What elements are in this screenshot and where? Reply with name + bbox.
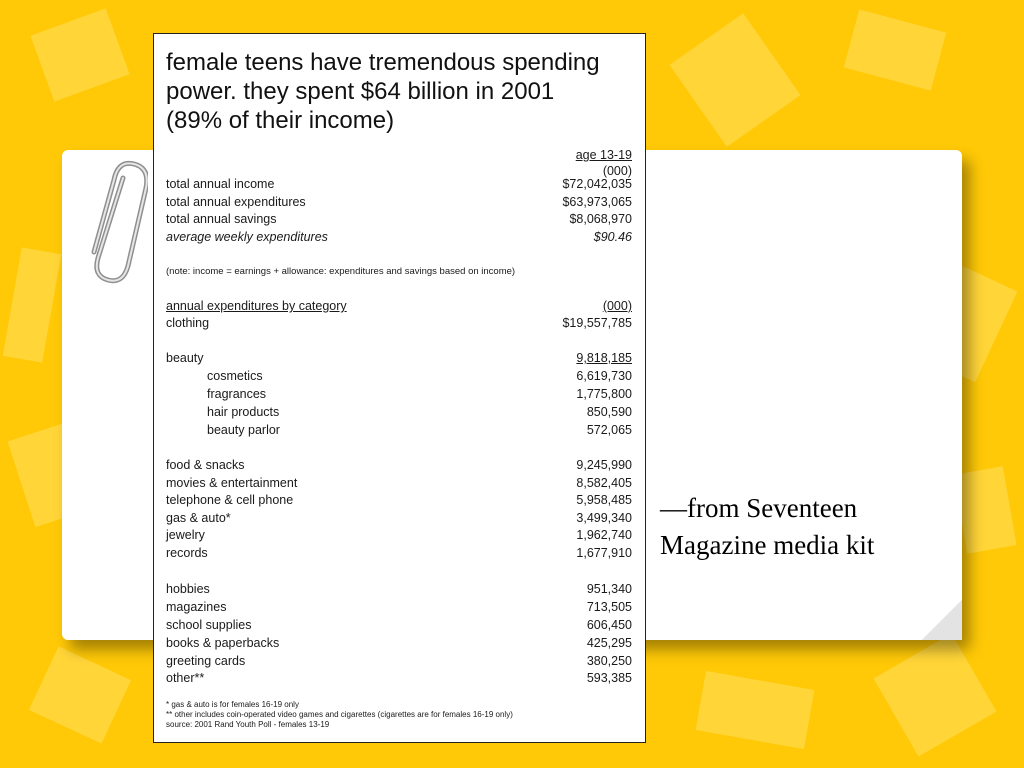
row-label: greeting cards <box>166 654 246 668</box>
source-caption <box>660 490 960 564</box>
footnotes <box>166 700 636 730</box>
row-value: 606,450 <box>586 618 632 632</box>
category-subrow <box>166 421 632 439</box>
row-label: magazines <box>166 600 227 614</box>
headline-line: power. they spent $64 billion in 2001 <box>166 78 555 105</box>
row-value: 572,065 <box>586 423 632 437</box>
row-label: school supplies <box>166 618 252 632</box>
bg-shape <box>844 9 946 90</box>
row-label: total annual savings <box>166 212 277 226</box>
row-value: 951,340 <box>586 582 632 596</box>
bg-shape <box>3 247 61 362</box>
row-value: 850,590 <box>586 405 632 419</box>
summary-row <box>166 210 632 228</box>
row-label: records <box>166 546 208 560</box>
footnote: * gas & auto is for females 16-19 only <box>166 700 299 709</box>
row-label: other** <box>166 671 205 685</box>
category-header-label: annual expenditures by category <box>166 299 347 313</box>
bg-shape <box>953 466 1016 553</box>
row-label: cosmetics <box>207 369 263 383</box>
source-note: source: 2001 Rand Youth Poll - females 13-19 <box>166 720 330 729</box>
headline-line: female teens have tremendous spending <box>166 49 600 76</box>
category-row <box>166 634 632 652</box>
category-row <box>166 526 632 544</box>
summary-row <box>166 175 632 193</box>
row-label: beauty <box>166 351 204 365</box>
category-row <box>166 580 632 598</box>
income-note: (note: income = earnings + allowance: expenditures and savings based on income) <box>166 266 516 277</box>
category-row <box>166 456 632 474</box>
category-row <box>166 616 632 634</box>
row-label: average weekly expenditures <box>166 230 328 244</box>
headline-line: (89% of their income) <box>166 107 395 134</box>
row-label: jewelry <box>166 528 205 542</box>
category-row <box>166 598 632 616</box>
row-value: 9,818,185 <box>576 351 632 365</box>
row-value: 425,295 <box>586 636 632 650</box>
category-row <box>166 669 632 687</box>
headline <box>166 48 636 135</box>
row-value: 380,250 <box>586 654 632 668</box>
row-value: $63,973,065 <box>562 195 632 209</box>
paperclip-icon <box>78 148 148 288</box>
caption-line: Magazine media kit <box>660 530 875 560</box>
row-label: fragrances <box>207 387 267 401</box>
row-value: 9,245,990 <box>576 458 632 472</box>
row-label: total annual expenditures <box>166 195 306 209</box>
category-subrow <box>166 403 632 421</box>
row-label: books & paperbacks <box>166 636 280 650</box>
row-value: 5,958,485 <box>576 493 632 507</box>
bg-shape <box>669 13 800 147</box>
row-value: 3,499,340 <box>576 511 632 525</box>
row-value: 713,505 <box>586 600 632 614</box>
footnote: ** other includes coin-operated video games and cigarettes (cigarettes are for females 16-19 only) <box>166 710 513 719</box>
row-label: movies & entertainment <box>166 476 298 490</box>
category-row <box>166 349 632 367</box>
bg-shape <box>696 671 815 749</box>
data-sheet <box>153 33 646 743</box>
row-label: gas & auto* <box>166 511 231 525</box>
category-row <box>166 474 632 492</box>
bg-shape <box>29 646 131 743</box>
row-value: 593,385 <box>586 671 632 685</box>
bg-shape <box>874 634 997 757</box>
category-header <box>166 297 632 315</box>
row-value: $72,042,035 <box>562 177 632 191</box>
age-range-label: age 13-19 <box>575 148 632 162</box>
row-value: $90.46 <box>593 230 632 244</box>
category-row <box>166 652 632 670</box>
category-unit-label: (000) <box>602 299 632 313</box>
row-value: 1,677,910 <box>576 546 632 560</box>
row-label: clothing <box>166 316 210 330</box>
row-label: hair products <box>207 405 280 419</box>
summary-row <box>166 193 632 211</box>
row-label: food & snacks <box>166 458 245 472</box>
row-label: beauty parlor <box>207 423 280 437</box>
row-value: 1,962,740 <box>576 528 632 542</box>
row-label: total annual income <box>166 177 275 191</box>
row-value: 8,582,405 <box>576 476 632 490</box>
category-subrow <box>166 367 632 385</box>
category-row <box>166 314 632 332</box>
unit-label: (000) <box>602 164 632 178</box>
row-value: $19,557,785 <box>562 316 632 330</box>
row-value: 6,619,730 <box>576 369 632 383</box>
category-row <box>166 491 632 509</box>
summary-row <box>166 228 632 246</box>
row-value: $8,068,970 <box>569 212 632 226</box>
bg-shape <box>30 8 129 101</box>
category-row <box>166 509 632 527</box>
row-label: telephone & cell phone <box>166 493 294 507</box>
category-subrow <box>166 385 632 403</box>
row-label: hobbies <box>166 582 210 596</box>
row-value: 1,775,800 <box>576 387 632 401</box>
caption-line: —from Seventeen <box>660 493 858 523</box>
category-row <box>166 544 632 562</box>
